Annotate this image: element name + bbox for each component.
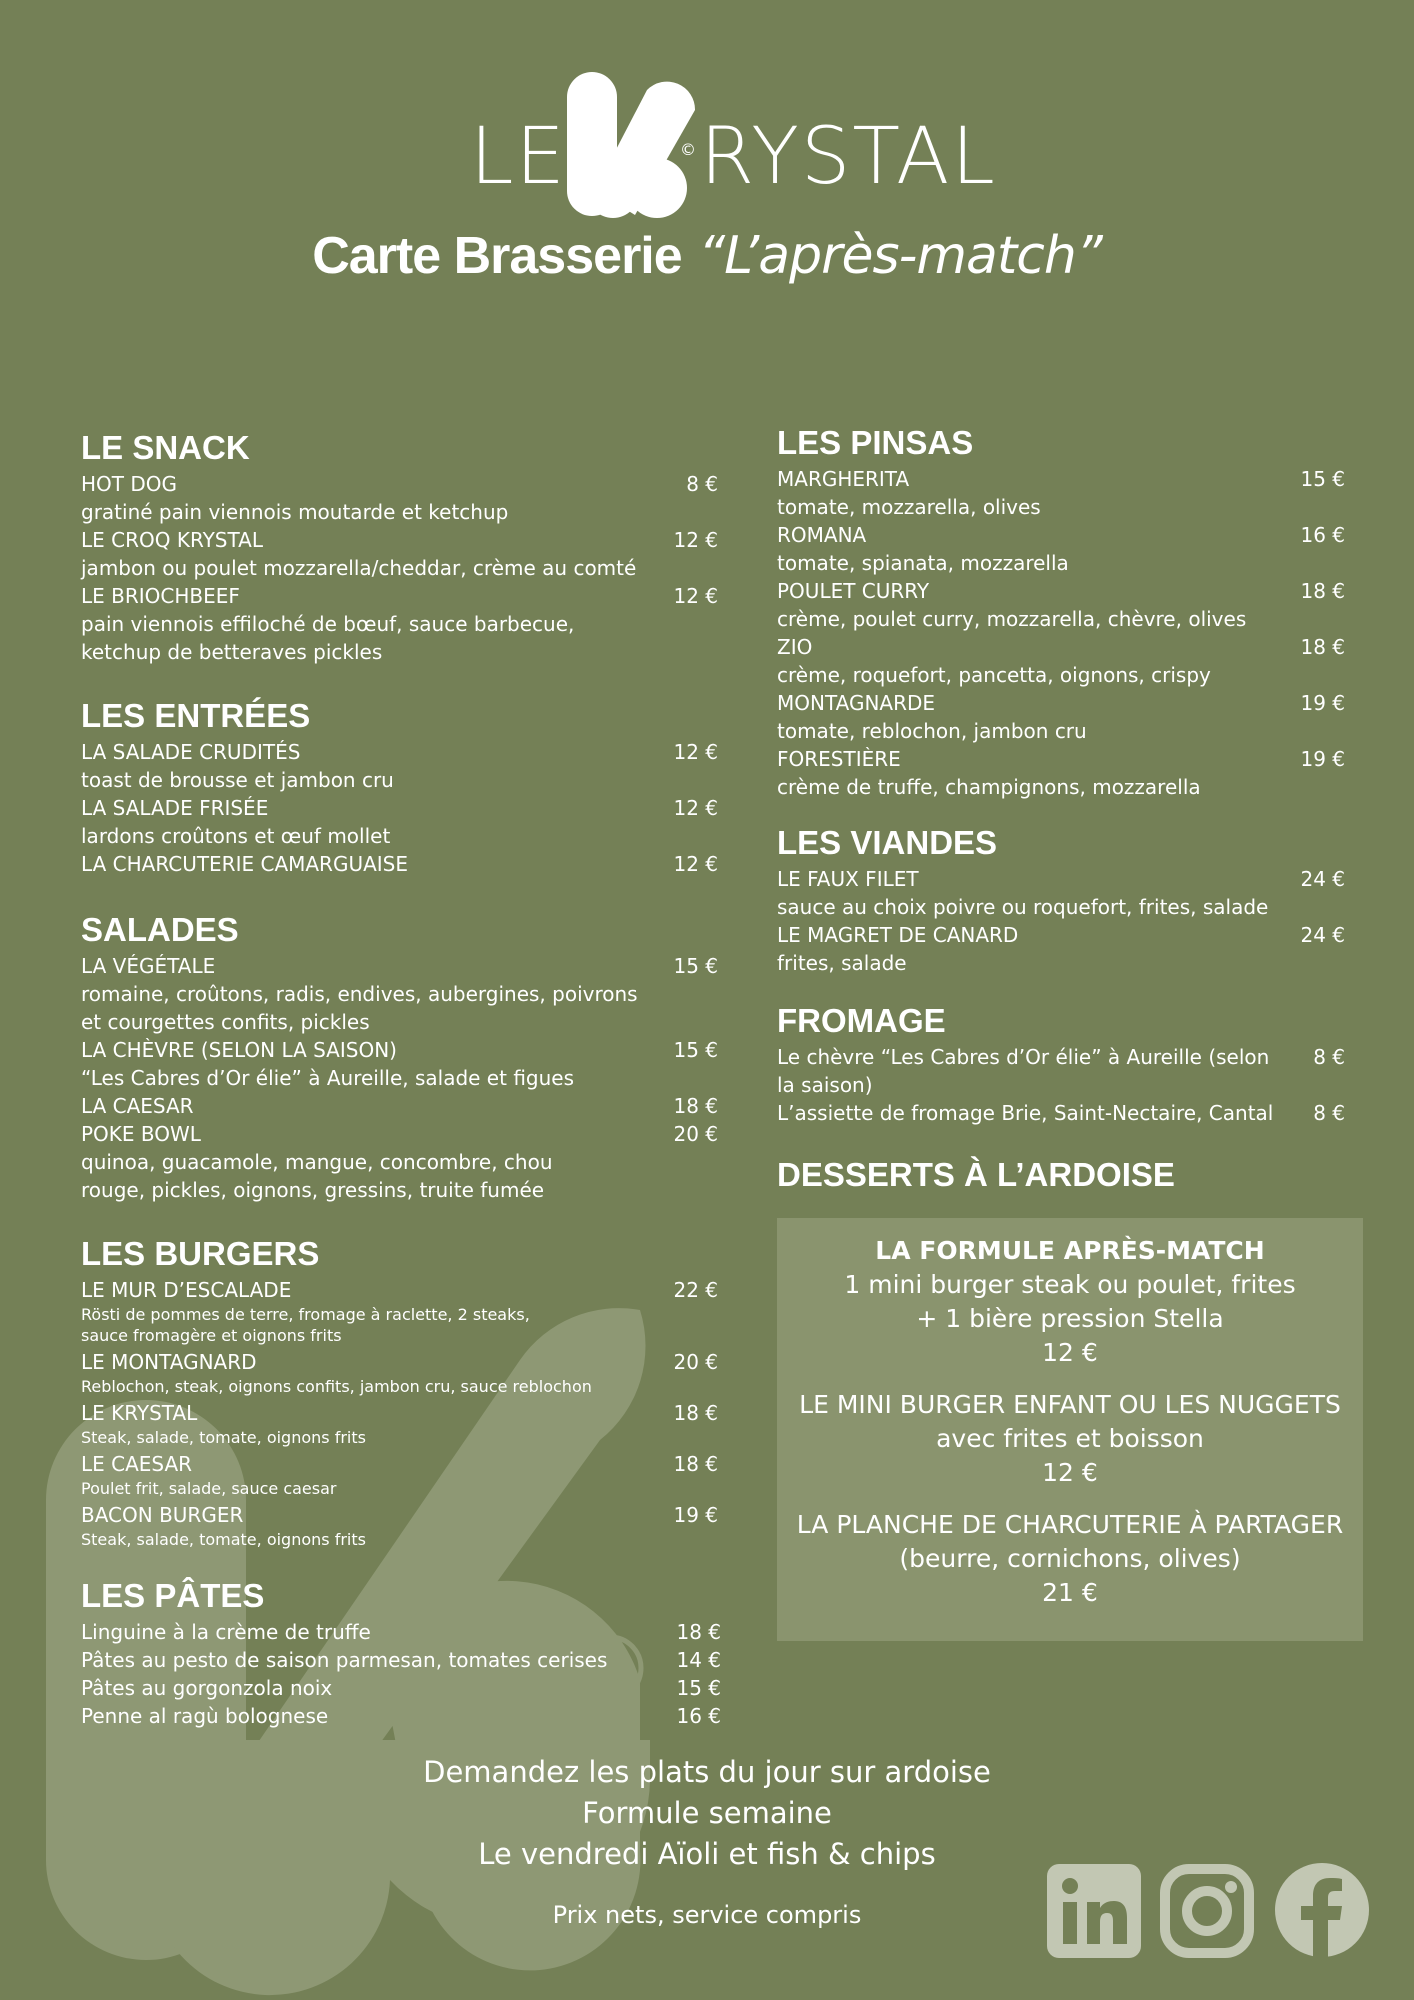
item-name: L’assiette de fromage Brie, Saint-Nectaire, Cantal [777, 1101, 1274, 1125]
item-name: LE MUR D’ESCALADE [81, 1278, 292, 1302]
item-name: POULET CURRY [777, 579, 930, 603]
item-desc: frites, salade [777, 951, 907, 975]
subtitle-italic: “L’après-match” [698, 226, 1102, 286]
menu-item [81, 1348, 718, 1376]
item-price: 20 € [673, 1122, 718, 1146]
item-desc: sauce au choix poivre ou roquefort, frites, salade [777, 895, 1269, 919]
menu-item [81, 1276, 718, 1304]
item-desc: Reblochon, steak, oignons confits, jambon cru, sauce reblochon [81, 1377, 592, 1396]
item-name: Linguine à la crème de truffe [81, 1620, 371, 1644]
menu-item [81, 582, 718, 610]
item-name: LE CROQ KRYSTAL [81, 528, 263, 552]
menu-item [81, 1036, 718, 1064]
formula-title: LE MINI BURGER ENFANT OU LES NUGGETS [799, 1390, 1341, 1419]
item-desc: “Les Cabres d’Or élie” à Aureille, salade et figues [81, 1066, 575, 1090]
item-name: BACON BURGER [81, 1503, 244, 1527]
item-price: 22 € [673, 1278, 718, 1302]
item-name: Pâtes au pesto de saison parmesan, tomates cerises [81, 1648, 608, 1672]
item-name: LE CAESAR [81, 1452, 193, 1476]
section-pinsas [777, 423, 1345, 801]
item-desc: crème, roquefort, pancetta, oignons, crispy [777, 663, 1211, 687]
menu-subtitle [0, 228, 1414, 285]
item-price: 18 € [673, 1094, 718, 1118]
menu-item [81, 1450, 718, 1478]
copyright-mark: © [680, 140, 696, 159]
item-price: 8 € [1313, 1045, 1345, 1069]
menu-item [777, 633, 1345, 661]
section-viandes [777, 823, 1345, 977]
menu-item [777, 465, 1345, 493]
item-price: 15 € [1300, 467, 1345, 491]
instagram-icon[interactable] [1160, 1864, 1254, 1958]
section-title: LES ENTRÉES [81, 697, 311, 734]
menu-item [777, 865, 1345, 893]
section-desserts [777, 1155, 1345, 1197]
footer-notes [0, 1752, 1414, 1875]
item-price: 19 € [673, 1503, 718, 1527]
formula-line: avec frites et boisson [936, 1424, 1204, 1453]
prices-note: Prix nets, service compris [552, 1901, 862, 1929]
formula-title: LA FORMULE APRÈS-MATCH [875, 1236, 1265, 1265]
item-price: 24 € [1300, 867, 1345, 891]
item-name: ZIO [777, 635, 813, 659]
item-name: LA VÉGÉTALE [81, 954, 216, 978]
section-title: LES VIANDES [777, 824, 998, 861]
item-price: 18 € [1300, 579, 1345, 603]
formula-apres-match [777, 1234, 1363, 1370]
item-name: LA CHÈVRE (SELON LA SAISON) [81, 1038, 397, 1062]
menu-item [777, 577, 1345, 605]
section-entrees [81, 696, 718, 878]
item-price: 20 € [673, 1350, 718, 1374]
item-price: 19 € [1300, 691, 1345, 715]
item-desc: tomate, reblochon, jambon cru [777, 719, 1087, 743]
item-price: 18 € [673, 1401, 718, 1425]
item-price: 15 € [676, 1676, 721, 1700]
section-title: DESSERTS À L’ARDOISE [777, 1156, 1175, 1193]
item-name: Le chèvre “Les Cabres d’Or élie” à Aureille (selon la saison) [777, 1045, 1270, 1097]
brand-logo [0, 60, 1414, 230]
section-fromage [777, 1001, 1345, 1127]
item-name: MONTAGNARDE [777, 691, 936, 715]
menu-item [81, 470, 718, 498]
menu-item [777, 689, 1345, 717]
menu-item [81, 1092, 718, 1120]
menu-item [81, 794, 718, 822]
item-name: Penne al ragù bolognese [81, 1704, 329, 1728]
item-price: 24 € [1300, 923, 1345, 947]
menu-item [81, 526, 718, 554]
item-price: 18 € [676, 1620, 721, 1644]
formula-line: + 1 bière pression Stella [916, 1304, 1224, 1333]
item-name: MARGHERITA [777, 467, 910, 491]
item-desc: Rösti de pommes de terre, fromage à raclette, 2 steaks, sauce fromagère et oignons frits [81, 1305, 530, 1345]
section-title: LES PINSAS [777, 424, 974, 461]
logo-text-left: LE [470, 112, 567, 202]
section-title: LES PÂTES [81, 1577, 265, 1614]
item-name: LA SALADE CRUDITÉS [81, 740, 301, 764]
footer-line: Demandez les plats du jour sur ardoise [423, 1755, 991, 1789]
item-desc: toast de brousse et jambon cru [81, 768, 394, 792]
section-title: LES BURGERS [81, 1235, 320, 1272]
item-price: 12 € [673, 740, 718, 764]
item-price: 14 € [676, 1648, 721, 1672]
item-price: 16 € [676, 1704, 721, 1728]
item-desc: Steak, salade, tomate, oignons frits [81, 1428, 366, 1447]
section-pates [81, 1576, 721, 1730]
footer-line: Formule semaine [582, 1796, 832, 1830]
menu-item [81, 1646, 721, 1674]
menu-item [81, 1399, 718, 1427]
svg-text:C: C [596, 1647, 624, 1693]
menu-item [777, 1099, 1345, 1127]
menu-item [777, 521, 1345, 549]
menu-item [81, 952, 718, 980]
section-burgers [81, 1234, 718, 1552]
facebook-icon[interactable] [1274, 1862, 1370, 1958]
item-price: 8 € [1313, 1101, 1345, 1125]
item-price: 12 € [673, 528, 718, 552]
formula-mini-burger [777, 1388, 1363, 1490]
section-salades [81, 910, 718, 1204]
menu-item [777, 921, 1345, 949]
item-name: LE KRYSTAL [81, 1401, 198, 1425]
section-title: LE SNACK [81, 429, 250, 466]
item-name: LA SALADE FRISÉE [81, 796, 269, 820]
item-price: 19 € [1300, 747, 1345, 771]
menu-item [81, 1501, 718, 1529]
item-desc: quinoa, guacamole, mangue, concombre, chou rouge, pickles, oignons, gressins, truite fumée [81, 1150, 553, 1202]
item-name: LE FAUX FILET [777, 867, 919, 891]
item-name: LA CAESAR [81, 1094, 194, 1118]
formula-price: 12 € [1042, 1458, 1098, 1487]
item-desc: romaine, croûtons, radis, endives, aubergines, poivrons et courgettes confits, pickles [81, 982, 638, 1034]
item-price: 16 € [1300, 523, 1345, 547]
item-desc: tomate, spianata, mozzarella [777, 551, 1069, 575]
item-price: 8 € [686, 472, 718, 496]
item-price: 12 € [673, 852, 718, 876]
menu-item [81, 738, 718, 766]
item-desc: gratiné pain viennois moutarde et ketchup [81, 500, 509, 524]
menu-item [777, 745, 1345, 773]
formula-box [777, 1218, 1363, 1641]
logo-text-right: RYSTAL [700, 112, 997, 202]
item-desc: Poulet frit, salade, sauce caesar [81, 1479, 337, 1498]
linkedin-icon[interactable] [1047, 1864, 1141, 1958]
item-desc: crème, poulet curry, mozzarella, chèvre, olives [777, 607, 1247, 631]
menu-item [81, 1702, 721, 1730]
footer-line: Le vendredi Aïoli et fish & chips [478, 1837, 936, 1871]
menu-item [81, 1618, 721, 1646]
section-title: FROMAGE [777, 1002, 946, 1039]
item-name: LE MAGRET DE CANARD [777, 923, 1019, 947]
formula-price: 21 € [1042, 1578, 1098, 1607]
item-name: FORESTIÈRE [777, 747, 901, 771]
item-name: LE MONTAGNARD [81, 1350, 257, 1374]
section-snack [81, 428, 718, 666]
item-name: HOT DOG [81, 472, 177, 496]
section-title: SALADES [81, 911, 239, 948]
item-name: POKE BOWL [81, 1122, 201, 1146]
item-price: 18 € [1300, 635, 1345, 659]
item-name: Pâtes au gorgonzola noix [81, 1676, 333, 1700]
item-desc: crème de truffe, champignons, mozzarella [777, 775, 1201, 799]
item-price: 12 € [673, 584, 718, 608]
formula-price: 12 € [1042, 1338, 1098, 1367]
item-name: LA CHARCUTERIE CAMARGUAISE [81, 852, 409, 876]
item-price: 12 € [673, 796, 718, 820]
item-name: LE BRIOCHBEEF [81, 584, 240, 608]
menu-item [81, 1120, 718, 1148]
item-desc: lardons croûtons et œuf mollet [81, 824, 391, 848]
formula-line: 1 mini burger steak ou poulet, frites [844, 1270, 1296, 1299]
menu-item [81, 1674, 721, 1702]
item-desc: jambon ou poulet mozzarella/cheddar, crème au comté [81, 556, 637, 580]
subtitle-bold: Carte Brasserie [312, 227, 682, 285]
item-name: ROMANA [777, 523, 867, 547]
item-price: 18 € [673, 1452, 718, 1476]
menu-item [81, 850, 718, 878]
formula-title: LA PLANCHE DE CHARCUTERIE À PARTAGER [796, 1510, 1344, 1539]
item-desc: pain viennois effiloché de bœuf, sauce barbecue, ketchup de betteraves pickles [81, 612, 575, 664]
item-desc: tomate, mozzarella, olives [777, 495, 1041, 519]
formula-line: (beurre, cornichons, olives) [899, 1544, 1241, 1573]
item-desc: Steak, salade, tomate, oignons frits [81, 1530, 366, 1549]
menu-item [777, 1043, 1345, 1099]
item-price: 15 € [673, 1038, 718, 1062]
item-price: 15 € [673, 954, 718, 978]
formula-planche [777, 1508, 1363, 1610]
